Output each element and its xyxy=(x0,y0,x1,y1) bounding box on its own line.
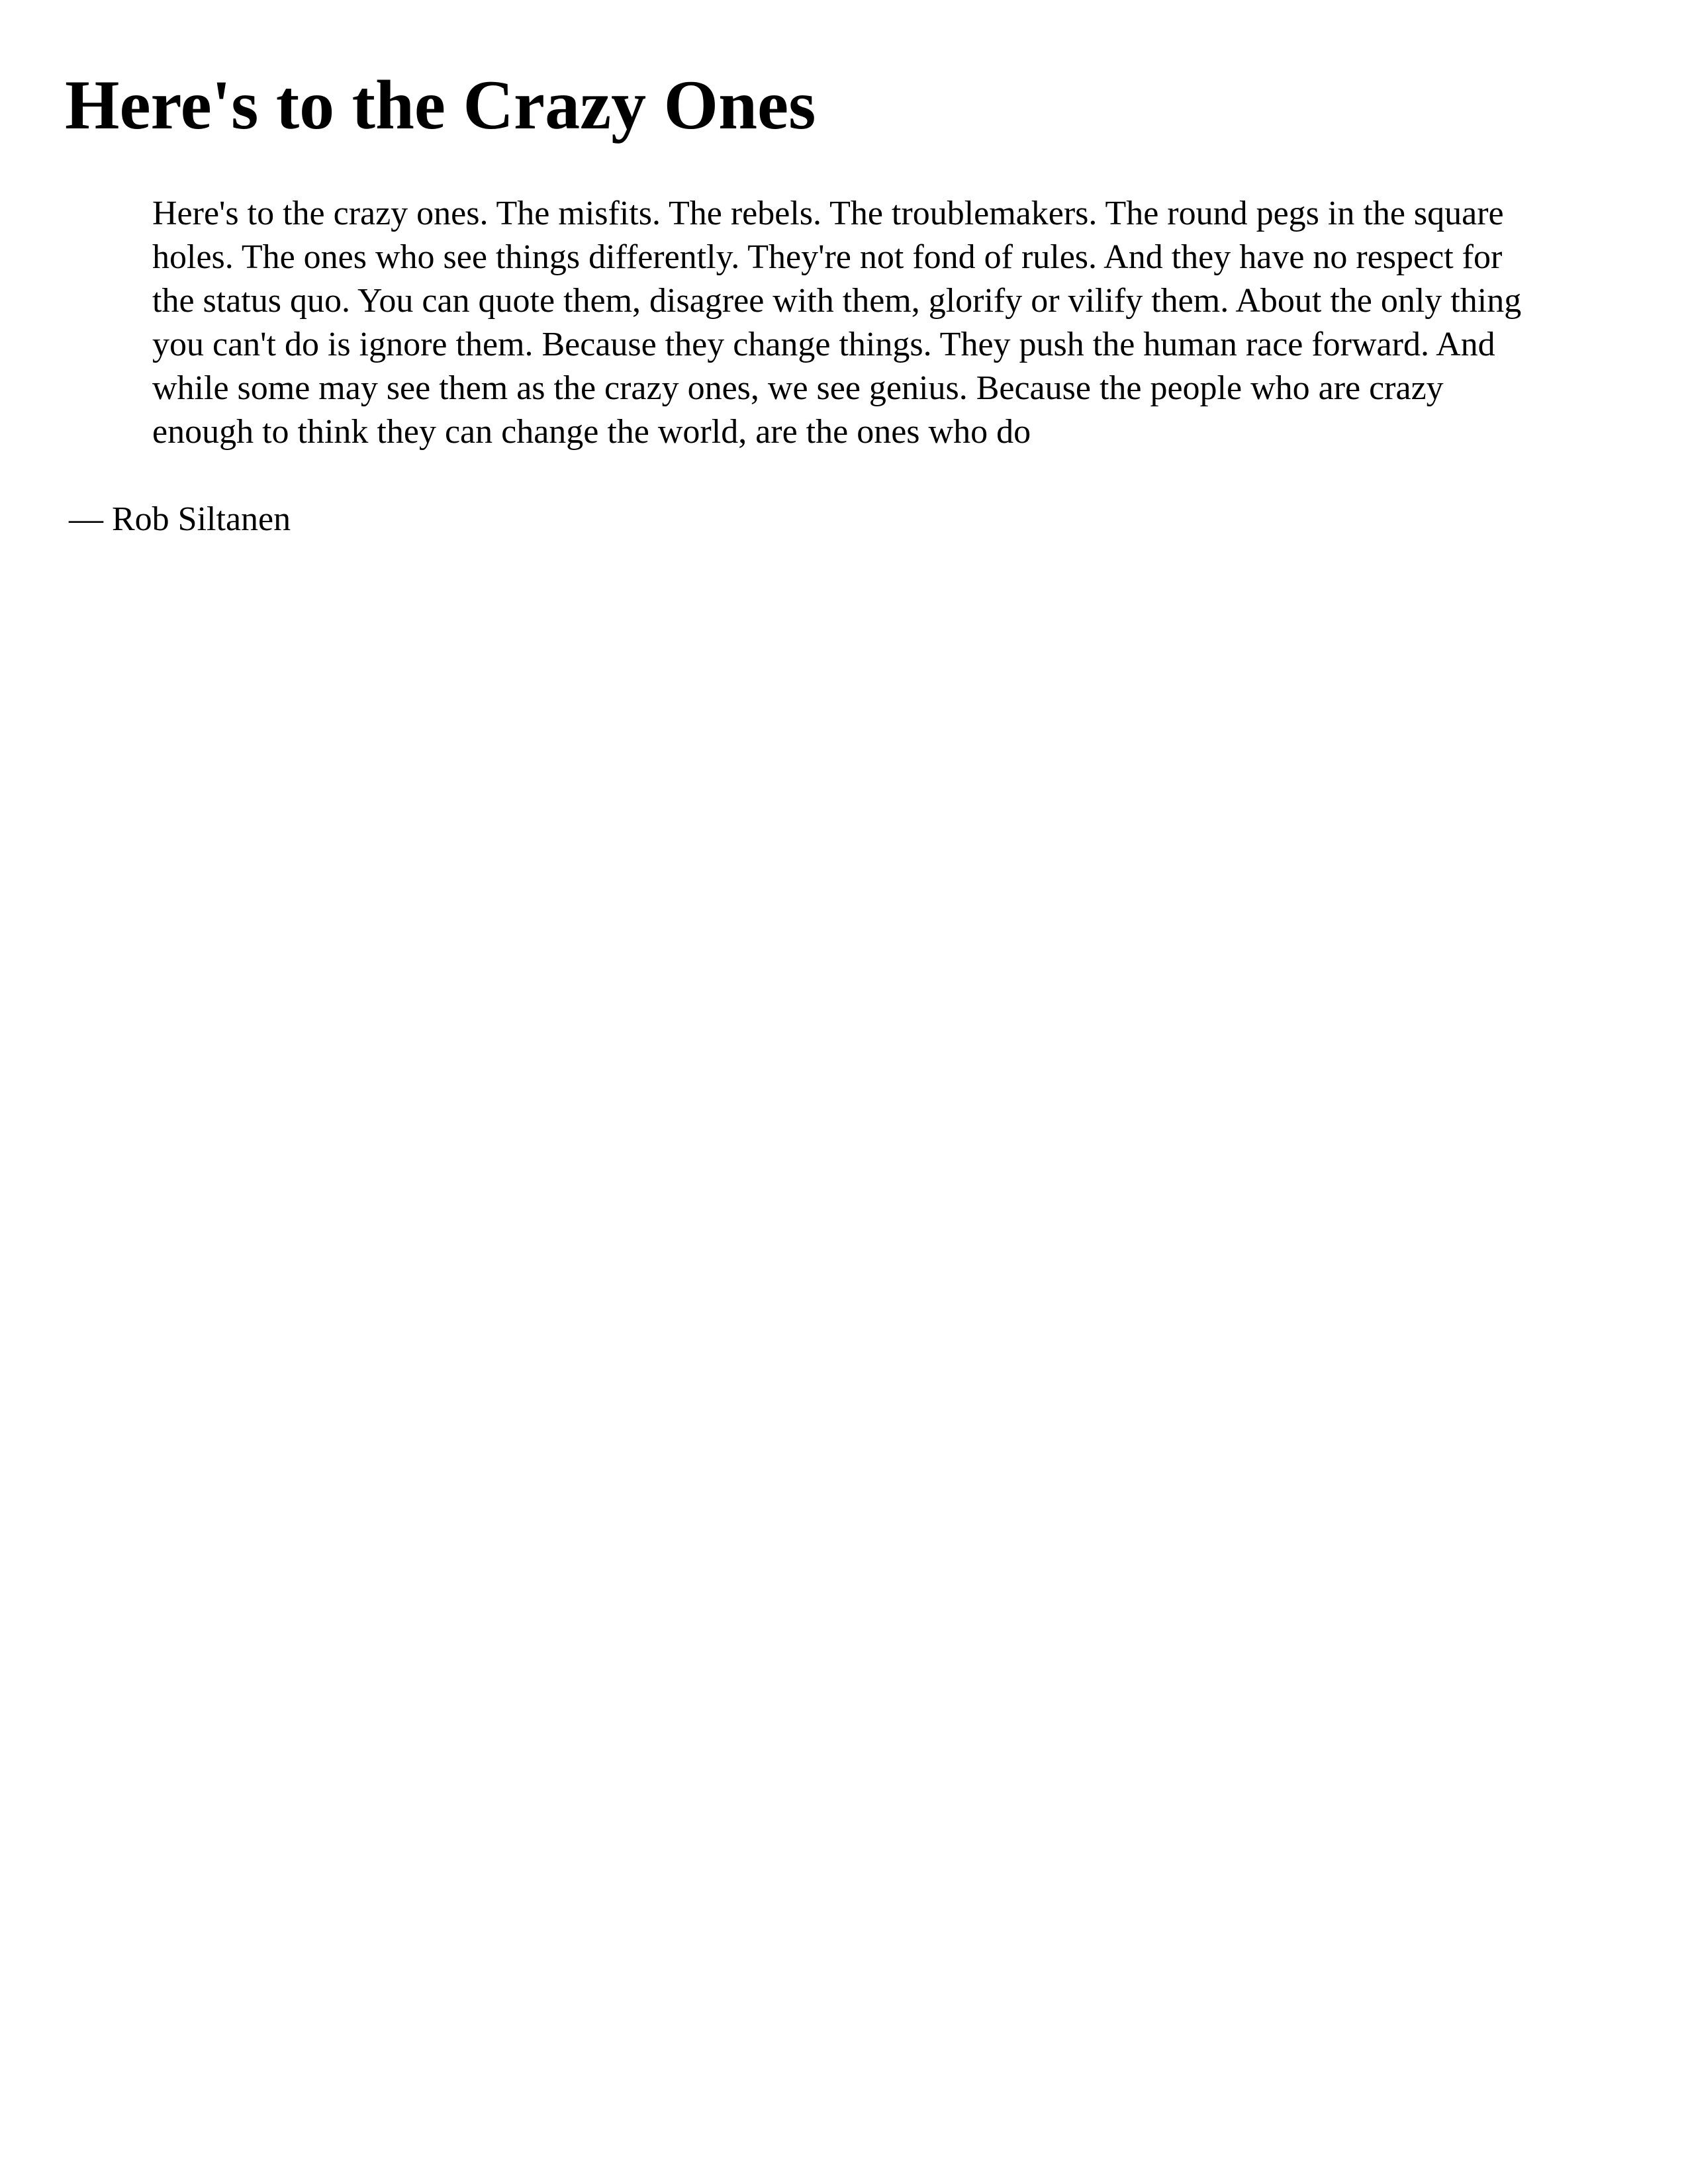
quote-block xyxy=(152,192,1537,454)
quote-text: Here's to the crazy ones. The misfits. The rebels. The troublemakers. The round pegs in the square holes. The ones who see things differently. They're not fond of rules. And they have no respect for the status quo. You can quote them, disagree with them, glorify or vilify them. About the only thing you can't do is ignore them. Because they change things. They push the human race forward. And while some may see them as the crazy ones, we see genius. Because the people who are crazy enough to think they can change the world, are the ones who do xyxy=(152,194,1522,451)
page-title: Here's to the Crazy Ones xyxy=(65,66,816,144)
attribution-line: — Rob Siltanen xyxy=(69,500,291,538)
